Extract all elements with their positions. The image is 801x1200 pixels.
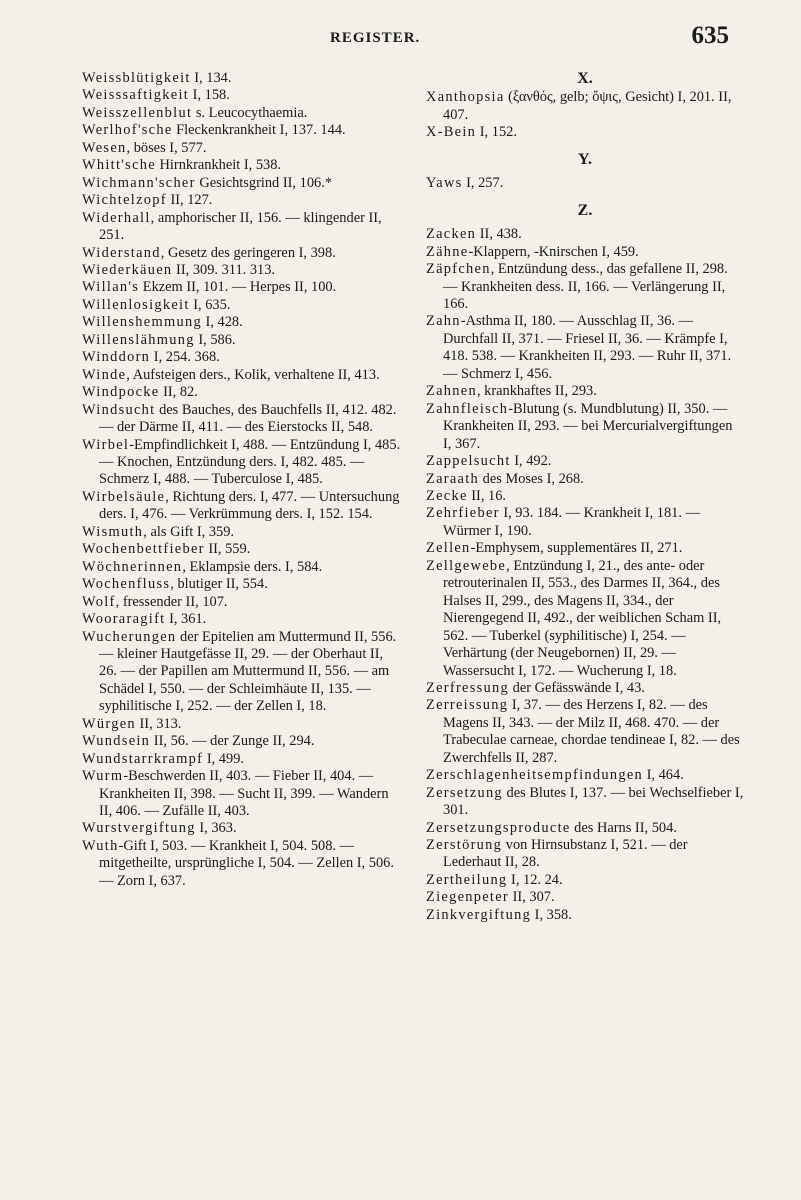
index-references: -Beschwerden II, 403. — Fieber II, 404. — Krankheiten II, 398. — Sucht II, 399. — Wandern II, 406. — Zufälle II, 403. (99, 768, 389, 820)
index-entry (426, 383, 744, 400)
index-entry (82, 541, 402, 558)
index-headword: Widerstand (82, 244, 161, 261)
index-references: II, 82. (159, 384, 198, 401)
index-headword: Willenlosigkeit (82, 296, 190, 313)
index-references: II, 559. (204, 541, 251, 558)
index-headword: Whitt'sche (82, 157, 156, 174)
index-headword: Willenshemmung (82, 314, 202, 331)
index-references: des Moses I, 268. (479, 470, 584, 487)
index-entry (82, 279, 402, 296)
index-entry (82, 559, 402, 576)
index-references: (ξανθός, gelb; ὄψις, Gesicht) I, 201. II, 407. (443, 89, 732, 123)
index-references: I, 586. (194, 331, 236, 348)
index-headword: Zahnen (426, 383, 477, 400)
index-references: I, 93. 184. — Krankheit I, 181. — Würmer I, 190. (443, 505, 700, 539)
index-entry (82, 105, 402, 122)
section-z-entries (426, 226, 744, 924)
index-references: I, 257. (462, 175, 504, 192)
index-entry (82, 820, 402, 837)
index-references: I, 492. (510, 453, 552, 470)
index-references: , Gesetz des geringeren I, 398. (160, 244, 336, 261)
index-headword: Wochenfluss (82, 576, 171, 593)
index-entry (82, 262, 402, 279)
index-references: , Entzündung I, 21., des ante- oder retrouterinalen II, 553., des Darmes II, 364., des Halses II, 299., des Magens II, 334., der Nierengegend II, 492., der weiblichen Scham II, 562. — Tuberkel (syphilitische) I, 254. — Verhärtung (der Neugebornen) II, 29. — Wassersucht I, 172. — Wucherung I, 18. (443, 557, 722, 679)
index-entry (82, 245, 402, 262)
index-references: s. Leucocythaemia. (192, 104, 308, 121)
index-entry (426, 175, 744, 192)
index-headword: Würgen (82, 715, 136, 732)
index-headword: X-Bein (426, 124, 477, 141)
index-headword: Zellen (426, 540, 471, 557)
index-entry (82, 594, 402, 611)
index-references: II, 16. (467, 487, 507, 504)
index-column-right (426, 70, 744, 924)
index-references: I, 635. (189, 296, 231, 313)
index-entry (426, 261, 744, 313)
index-references: II, 127. (166, 192, 213, 209)
index-headword: Zersetzung (426, 784, 503, 801)
index-entry (426, 907, 744, 924)
index-references: I, 254. 368. (150, 349, 220, 366)
index-entry (82, 122, 402, 139)
index-references: , Entzündung dess., das gefallene II, 298. — Krankheiten dess. II, 166. — Verlängerung II, 166. (443, 261, 728, 312)
index-entry (82, 332, 402, 349)
index-entry (82, 384, 402, 401)
index-headword: Zacken (426, 226, 477, 243)
index-entry (82, 629, 402, 716)
index-entry (82, 402, 402, 437)
index-references: von Hirnsubstanz I, 521. — der Lederhaut II, 28. (443, 837, 688, 871)
section-letter-z: Z. (577, 201, 593, 219)
index-references: I, 12. 24. (507, 871, 563, 888)
index-headword: Wesen (82, 139, 127, 156)
section-letter-x: X. (577, 70, 593, 87)
index-entry (82, 733, 402, 750)
index-references: I, 152. (476, 124, 517, 141)
index-entry (426, 558, 744, 680)
index-references: des Harns II, 504. (570, 819, 677, 836)
index-references: des Bauches, des Bauchfells II, 412. 482. — der Därme II, 411. — des Eierstocks II, 548. (99, 401, 397, 436)
index-entry (82, 349, 402, 366)
index-headword: Willan's (82, 279, 140, 296)
index-references: Fleckenkrankheit I, 137. 144. (172, 122, 346, 139)
index-references: Ekzem II, 101. — Herpes II, 100. (139, 279, 337, 296)
index-headword: Winde (82, 366, 127, 383)
index-headword: Zerreissung (426, 697, 509, 714)
index-headword: Weisszellenblut (82, 104, 193, 121)
index-headword: Zersetzungsproducte (426, 819, 571, 836)
index-headword: Wuth (82, 837, 119, 854)
index-references: II, 438. (476, 226, 522, 243)
index-references: -Asthma II, 180. — Ausschlag II, 36. — Durchfall II, 371. — Friesel II, 36. — Krämpfe I, 418. 538. — Krankheiten II, 293. — Ruhr II, 371. — Schmerz I, 456. (443, 313, 732, 382)
index-entry (426, 872, 744, 889)
index-headword: Ziegenpeter (426, 889, 510, 906)
index-references: Hirnkrankheit I, 538. (155, 157, 282, 174)
index-entry (82, 70, 402, 87)
index-headword: Wirbel (82, 436, 130, 453)
index-headword: Wurm (82, 768, 124, 785)
index-headword: Widerhall (82, 209, 151, 226)
index-entry (426, 697, 744, 767)
index-headword: Wismuth (82, 523, 144, 540)
index-headword: Xanthopsia (426, 89, 505, 106)
index-entry (426, 785, 744, 820)
index-references: der Gefässwände I, 43. (509, 679, 645, 696)
index-headword: Wundsein (82, 733, 151, 750)
index-references: , böses I, 577. (126, 139, 207, 156)
index-headword: Zellgewebe (426, 557, 507, 574)
section-x-entries (426, 89, 744, 141)
index-headword: Wolf (82, 593, 116, 610)
index-headword: Zähne (426, 243, 469, 260)
index-entry (426, 767, 744, 784)
index-headword: Zecke (426, 487, 468, 504)
page-number: 635 (691, 22, 729, 49)
index-headword: Wiederkäuen (82, 261, 173, 278)
index-references: I, 158. (189, 87, 230, 104)
index-references: I, 361. (165, 611, 207, 628)
index-references: , Aufsteigen ders., Kolik, verhaltene II, 413. (126, 366, 380, 383)
index-entry (426, 680, 744, 697)
index-references: des Blutes I, 137. — bei Wechselfieber I, 301. (443, 784, 744, 819)
index-entry (82, 576, 402, 593)
index-references: , Richtung ders. I, 477. — Untersuchung ders. I, 476. — Verkrümmung ders. I, 152. 154. (99, 488, 400, 523)
index-entry (82, 87, 402, 104)
index-references: -Empfindlichkeit I, 488. — Entzündung I, 485. — Knochen, Entzündung ders. I, 482. 485. — Schmerz I, 488. — Tuberculose I, 485. (99, 436, 401, 488)
index-entry (82, 210, 402, 245)
index-entry (82, 157, 402, 174)
index-references: -Klappern, -Knirschen I, 459. (468, 243, 639, 260)
index-headword: Zahnfleisch (426, 400, 509, 417)
index-references: , krankhaftes II, 293. (476, 383, 597, 400)
index-entry (82, 611, 402, 628)
index-entry (426, 505, 744, 540)
index-references: II, 56. — der Zunge II, 294. (150, 733, 315, 750)
index-headword: Weisssaftigkeit (82, 87, 190, 104)
index-headword: Werlhof'sche (82, 122, 173, 139)
index-entry (426, 471, 744, 488)
index-headword: Wucherungen (82, 628, 177, 645)
index-references: I, 499. (203, 750, 244, 767)
index-headword: Wirbelsäule (82, 488, 166, 505)
index-references: Gesichtsgrind II, 106.* (195, 174, 333, 191)
index-headword: Wöchnerinnen (82, 558, 183, 575)
index-entry (426, 837, 744, 872)
index-references: , amphorischer II, 156. — klingender II, 251. (99, 209, 382, 244)
index-references: -Gift I, 503. — Krankheit I, 504. 508. — mitgetheilte, ursprüngliche I, 504. — Zellen I, 506. — Zorn I, 637. (99, 837, 394, 889)
index-headword: Wichtelzopf (82, 192, 167, 209)
running-head (0, 18, 801, 58)
page-header-title: REGISTER. (330, 30, 421, 46)
index-entry (82, 716, 402, 733)
index-headword: Zerfressung (426, 679, 510, 696)
index-entry (426, 244, 744, 261)
index-headword: Yaws (426, 175, 463, 192)
index-entry (426, 488, 744, 505)
index-headword: Zehrfieber (426, 505, 500, 522)
index-entry (82, 175, 402, 192)
index-references: , als Gift I, 359. (143, 523, 235, 540)
index-entry (426, 124, 744, 141)
index-entry (426, 540, 744, 557)
index-entry (82, 297, 402, 314)
index-entry (82, 367, 402, 384)
index-entry (426, 313, 744, 383)
index-references: I, 464. (643, 767, 684, 784)
index-headword: Zahn (426, 313, 461, 330)
index-column-left (82, 70, 402, 890)
index-headword: Zerstörung (426, 837, 503, 854)
index-headword: Windpocke (82, 384, 160, 401)
index-references: -Emphysem, supplementäres II, 271. (470, 540, 683, 557)
index-headword: Winddorn (82, 349, 151, 366)
index-references: I, 428. (201, 314, 243, 331)
index-headword: Wundstarrkrampf (82, 750, 204, 767)
index-entry (82, 768, 402, 820)
index-entry (82, 314, 402, 331)
index-entry (426, 401, 744, 453)
index-headword: Zinkvergiftung (426, 906, 532, 923)
index-entry (82, 489, 402, 524)
index-references: -Blutung (s. Mundblutung) II, 350. — Krankheiten II, 293. — bei Mercurialvergiftungen I, 367. (443, 400, 733, 452)
section-letter-y: Y. (577, 150, 593, 168)
index-references: II, 309. 311. 313. (172, 261, 276, 278)
index-references: , fressender II, 107. (115, 593, 228, 610)
index-entry (426, 453, 744, 470)
index-references: I, 37. — des Herzens I, 82. — des Magens II, 343. — der Milz II, 468. 470. — der Trabeculae carneae, chordae tendineae I, 82. — des Zwerchfells II, 287. (443, 697, 740, 766)
index-headword: Zertheilung (426, 871, 508, 888)
index-headword: Zäpfchen (426, 261, 491, 278)
index-headword: Weissblütigkeit (82, 70, 191, 86)
index-entry (82, 437, 402, 489)
index-entry (426, 226, 744, 243)
index-headword: Wochenbettfieber (82, 541, 205, 558)
section-y-entries (426, 175, 744, 192)
index-references: , Eklampsie ders. I, 584. (182, 558, 323, 575)
index-references: der Epitelien am Muttermund II, 556. — kleiner Hautgefässe II, 29. — der Oberhaut II, 26. — der Papillen am Muttermund II, 556. — am Schädel I, 550. — der Schleimhäute II, 135. — syphilitische I, 252. — der Zellen I, 18. (99, 628, 397, 715)
index-entry (82, 524, 402, 541)
index-entry (82, 751, 402, 768)
index-references: I, 358. (531, 906, 572, 923)
index-headword: Windsucht (82, 401, 156, 418)
index-headword: Zaraath (426, 470, 480, 487)
index-headword: Wurstvergiftung (82, 820, 196, 837)
index-headword: Willenslähmung (82, 331, 195, 348)
index-entry (426, 820, 744, 837)
index-entry (426, 889, 744, 906)
index-entry (82, 192, 402, 209)
index-headword: Wooraragift (82, 611, 166, 628)
index-references: , blutiger II, 554. (170, 576, 268, 593)
index-references: I, 363. (195, 820, 237, 837)
index-headword: Zappelsucht (426, 453, 511, 470)
index-references: II, 313. (135, 715, 182, 732)
index-entry (82, 838, 402, 890)
index-entry (82, 140, 402, 157)
index-headword: Wichmann'scher (82, 174, 196, 191)
index-entry (426, 89, 744, 124)
index-references: II, 307. (509, 889, 555, 906)
index-headword: Zerschlagenheitsempfindungen (426, 767, 644, 784)
index-references: I, 134. (190, 70, 232, 86)
